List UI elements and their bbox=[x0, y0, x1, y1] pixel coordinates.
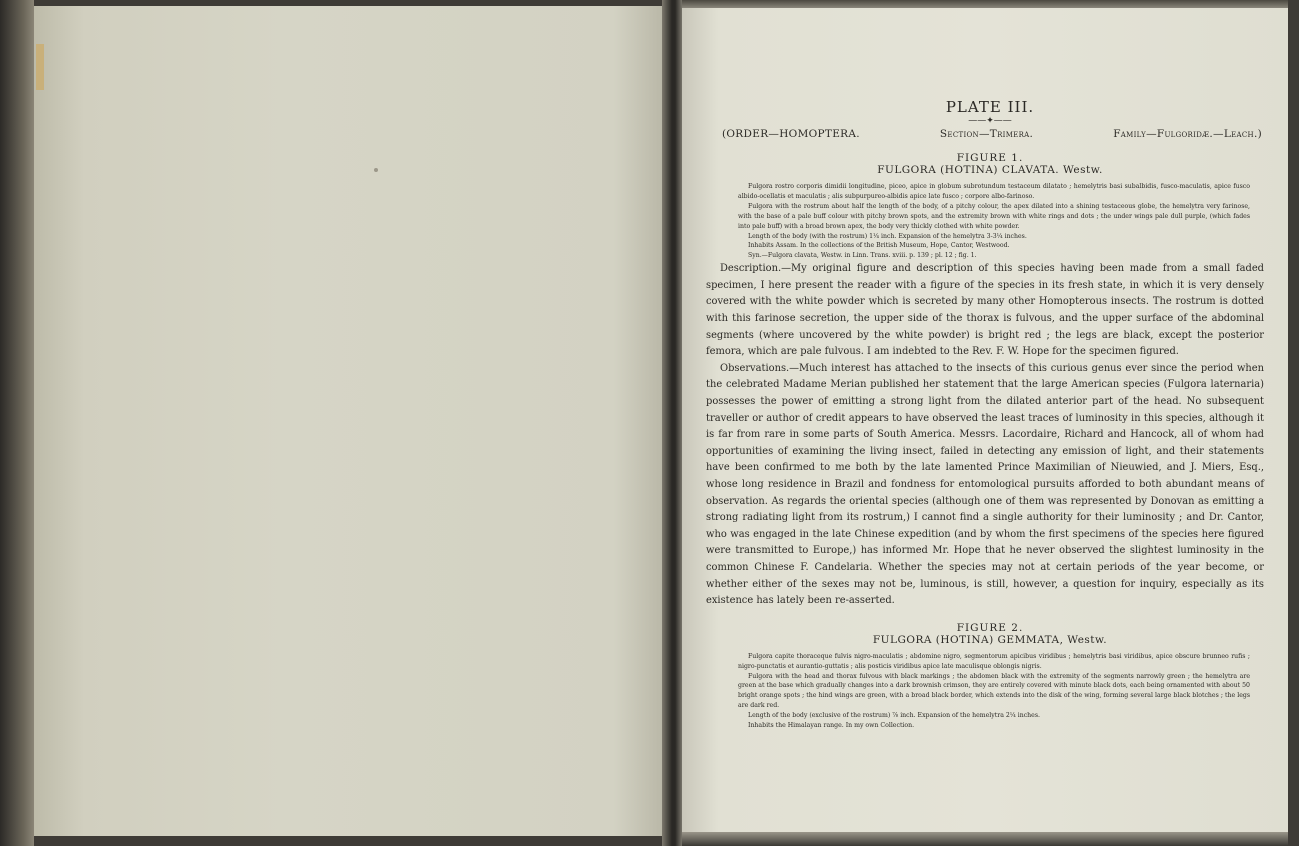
figure-1-notes bbox=[738, 182, 1250, 261]
plate-title: PLATE III. bbox=[945, 98, 1035, 116]
ornament-divider: ——✦—— bbox=[968, 116, 1012, 126]
description-paragraph: Description.—My original figure and description of this species having been made from a small faded specimen, I here present the reader with a figure of the species in its fresh state, in which it is very densely covered with the white powder which is secreted by many other Homopterous insects. The rostrum is dotted with this farinose secretion, the upper side of the thorax is fulvous, and the upper surface of the abdominal segments (where uncovered by the white powder) is bright red ; the legs are black, except the posterior femora, which are pale fulvous. I am indebted to the Rev. F. W. Hope for the specimen figured. bbox=[706, 263, 1264, 358]
page-speck bbox=[374, 168, 378, 172]
figure-1-species: FULGORA (HOTINA) CLAVATA. Westw. bbox=[877, 164, 1103, 176]
figure-2-species: FULGORA (HOTINA) GEMMATA, Westw. bbox=[872, 633, 1108, 646]
page-tab-mark bbox=[36, 44, 44, 90]
figure-2-description: Fulgora with the head and thorax fulvous with black markings ; the abdomen black with the extremity of the segments narrowly green ; the hemelytra are green at the base which gradually changes into a dark brownish crimson, they are entirely covered with minute black dots, each being ornamented with about 50 bright orange spots ; the hind wings are green, with a broad black border, which extends into the disk of the wing, forming several large black blotches ; the legs are dark red. bbox=[738, 672, 1250, 710]
family-label: Family—Fulgoridæ.—Leach.) bbox=[1113, 128, 1262, 140]
figure-2-length: Length of the body (exclusive of the rostrum) ⅞ inch. Expansion of the hemelytra 2¼ inches. bbox=[748, 712, 1040, 720]
main-text bbox=[706, 261, 1264, 609]
figure-2-notes bbox=[738, 652, 1250, 731]
book-left-edge bbox=[0, 0, 34, 846]
figure-1-length: Length of the body (with the rostrum) 1¼ inch. Expansion of the hemelytra 3-3¼ inches. bbox=[748, 232, 1027, 240]
page-bottom-shadow bbox=[682, 832, 1288, 846]
book-gutter bbox=[662, 0, 684, 846]
figure-2-heading: FIGURE 2. bbox=[956, 621, 1024, 634]
left-blank-page bbox=[34, 6, 664, 836]
figure-1-habitat: Inhabits Assam. In the collections of the British Museum, Hope, Cantor, Westwood. bbox=[748, 242, 1010, 250]
page-text bbox=[702, 98, 1278, 731]
order-label: (ORDER—HOMOPTERA. bbox=[722, 128, 860, 140]
figure-1-description: Fulgora with the rostrum about half the length of the body, of a pitchy colour, the apex dilated into a shining testaceous globe, the hemelytra very farinose, with the base of a pale buff colour with pitchy brown spots, and the extremity brown with white rings and dots ; the under wings pale dull purple, (which fades into pale buff) with a broad brown apex, the body very thickly clothed with white powder. bbox=[738, 202, 1250, 230]
figure-2-block bbox=[702, 622, 1278, 731]
figure-1-latin: Fulgora rostro corporis dimidii longitudine, piceo, apice in globum subrotundum testaceum dilatato ; hemelytris basi subalbidis, fusco-maculatis, apice fusco albido-ocellatis et maculatis ; alis subpurpureo-albidis apice late fusco ; corpore albo-farinoso. bbox=[738, 183, 1250, 200]
figure-2-habitat: Inhabits the Himalayan range. In my own Collection. bbox=[748, 722, 915, 730]
section-label: Section—Trimera. bbox=[939, 128, 1034, 140]
classification-line bbox=[722, 128, 1262, 140]
figure-2-latin: Fulgora capite thoraceque fulvis nigro-maculatis ; abdomine nigro, segmentorum apicibus viridibus ; hemelytris basi viridibus, apice obscure brunneo rufis ; nigro-punctatis et aurantio-guttatis ; alis posticis viridibus apice late maculisque oblongis nigris. bbox=[738, 652, 1250, 670]
observations-paragraph: Observations.—Much interest has attached to the insects of this curious genus ever since the period when the celebrated Madame Merian published her statement that the large American species (Fulgora laternaria) possesses the power of emitting a strong light from the dilated anterior part of the head. No subsequent traveller or author of credit appears to have observed the least traces of luminosity in this species, although it is far from rare in some parts of South America. Messrs. Lacordaire, Richard and Hancock, all of whom had opportunities of examining the living insect, failed in detecting any emission of light, and their statements have been confirmed to me both by the late lamented Prince Maximilian of Nieuwied, and J. Miers, Esq., whose long residence in Brazil and fondness for entomological pursuits afforded to both abundant means of observation. As regards the oriental species (although one of them was represented by Donovan as emitting a strong radiating light from its rostrum,) I cannot find a single authority for their luminosity ; and Dr. Cantor, who was engaged in the late Chinese expedition (and by whom the first specimens of the species here figured were transmitted to Europe,) has informed Mr. Hope that he never observed the slightest luminosity in the common Chinese F. Candelaria. Whether the species may not at certain periods of the year become, or whether either of the sexes may not be, luminous, is still, however, a question for inquiry, especially as its existence has lately been re-asserted. bbox=[706, 362, 1264, 607]
figure-1-synonym: Syn.—Fulgora clavata, Westw. in Linn. Trans. xviii. p. 139 ; pl. 12 ; fig. 1. bbox=[748, 252, 977, 260]
figure-1-heading: FIGURE 1. bbox=[956, 152, 1024, 164]
